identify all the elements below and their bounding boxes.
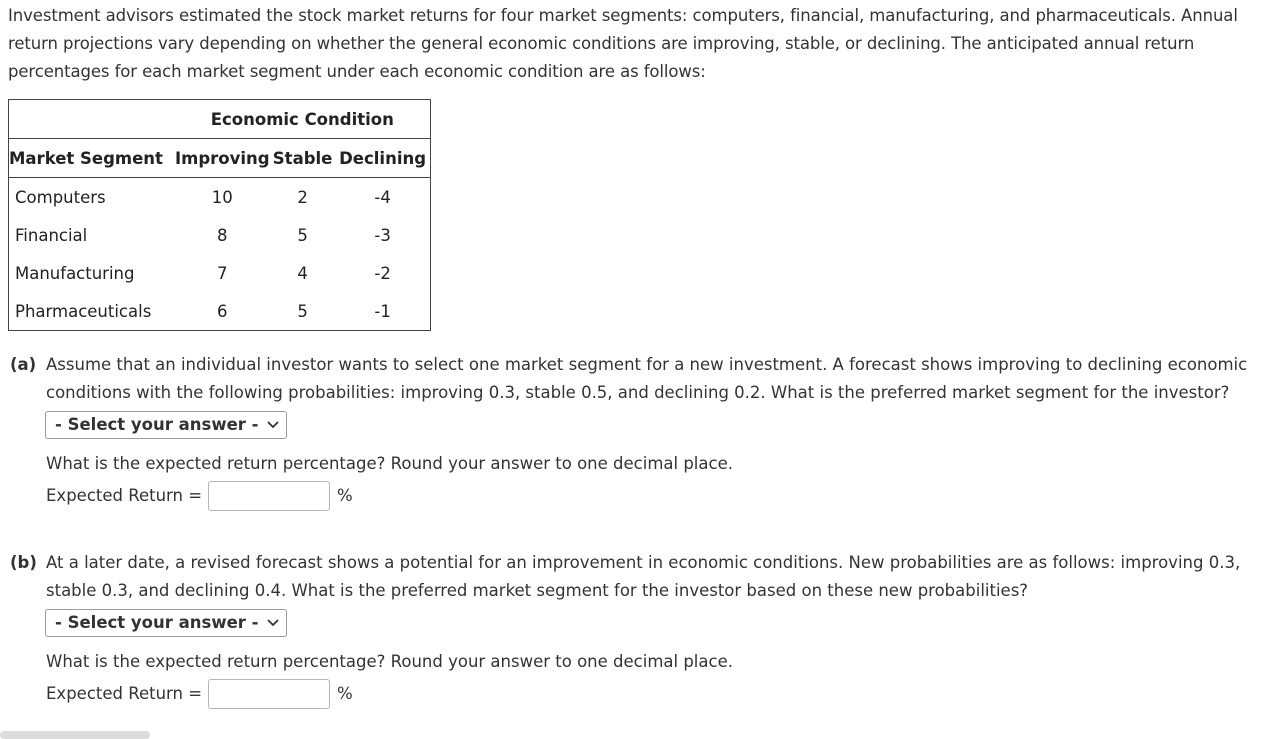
part-a-text: Assume that an individual investor wants to select one market segment for a new investment. A forecast shows improving to declining economic conditions with the following probabilities: improving 0.3, stable 0.5, and declining 0.2. What is the preferred market segment for the investor? — [46, 355, 1248, 402]
table-row — [9, 178, 431, 217]
part-a-followup: What is the expected return percentage? Round your answer to one decimal place. — [46, 454, 733, 473]
part-a-unit: % — [337, 486, 353, 505]
improving-cell: 8 — [217, 225, 228, 245]
table-corner-cell — [9, 100, 176, 139]
part-b-expected-return-input[interactable] — [208, 679, 330, 709]
chevron-down-icon — [266, 412, 280, 438]
improving-cell: 10 — [211, 187, 233, 207]
part-b-text: At a later date, a revised forecast shows a potential for an improvement in economic conditions. New probabilities are as follows: improving 0.3, stable 0.3, and declining 0.4. What is the preferred market segment for the investor based on these new probabilities? — [46, 553, 1241, 600]
declining-cell: -4 — [374, 187, 391, 207]
segment-cell: Financial — [15, 225, 88, 245]
chevron-down-icon — [266, 610, 280, 636]
col-header-declining: Declining — [336, 139, 431, 178]
part-b-answer-label: Expected Return = — [46, 684, 203, 703]
stable-cell: 5 — [297, 301, 308, 321]
part-a-segment-select[interactable] — [45, 411, 287, 439]
table-row — [9, 216, 431, 254]
improving-cell: 7 — [217, 263, 228, 283]
part-a-answer-label: Expected Return = — [46, 486, 203, 505]
declining-cell: -1 — [374, 301, 391, 321]
declining-cell: -2 — [374, 263, 391, 283]
part-a-label: (a) — [10, 355, 37, 374]
part-a-select-value: - Select your answer - — [55, 415, 259, 434]
returns-table — [8, 99, 431, 331]
part-a-question — [10, 351, 1265, 407]
stable-cell: 4 — [297, 263, 308, 283]
part-b-select-value: - Select your answer - — [55, 613, 259, 632]
part-b-label: (b) — [10, 553, 37, 572]
part-b-question — [10, 549, 1265, 605]
part-b-unit: % — [337, 684, 353, 703]
stable-cell: 2 — [297, 187, 308, 207]
horizontal-scrollbar[interactable] — [0, 731, 150, 739]
col-header-improving: Improving — [175, 139, 270, 178]
declining-cell: -3 — [374, 225, 391, 245]
table-row — [9, 254, 431, 292]
segment-cell: Pharmaceuticals — [15, 301, 152, 321]
improving-cell: 6 — [217, 301, 228, 321]
segment-cell: Manufacturing — [15, 263, 135, 283]
part-a-expected-return-input[interactable] — [208, 481, 330, 511]
intro-paragraph: Investment advisors estimated the stock market returns for four market segments: computers, financial, manufacturing, and pharmaceuticals. Annual return projections vary depending on whether the general economic conditions are improving, stable, or declining. The anticipated annual return percentages for each market segment under each economic condition are as follows: — [8, 6, 1238, 81]
segment-cell: Computers — [15, 187, 106, 207]
part-b-followup: What is the expected return percentage? Round your answer to one decimal place. — [46, 652, 733, 671]
col-header-stable: Stable — [270, 139, 336, 178]
stable-cell: 5 — [297, 225, 308, 245]
col-header-segment: Market Segment — [9, 139, 176, 178]
group-header: Economic Condition — [175, 100, 430, 139]
part-b-segment-select[interactable] — [45, 609, 287, 637]
table-row — [9, 292, 431, 331]
